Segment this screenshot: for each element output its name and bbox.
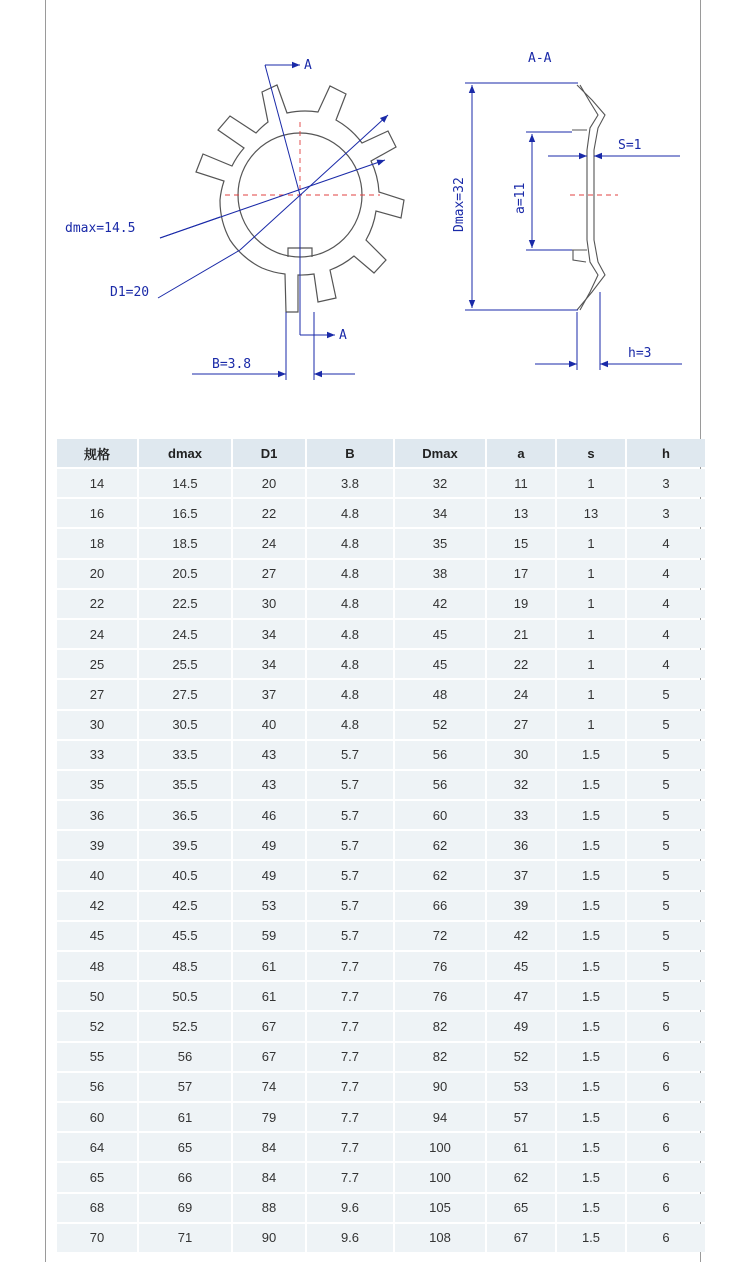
table-cell: 1.5 (557, 831, 625, 859)
table-cell: 52 (487, 1043, 555, 1071)
column-header: 规格 (57, 439, 137, 467)
table-cell: 65 (57, 1163, 137, 1191)
table-row (57, 620, 705, 648)
d1-label: D1=20 (110, 285, 150, 300)
table-cell: 5.7 (307, 771, 393, 799)
table-cell: 82 (395, 1012, 485, 1040)
s-label: S=1 (618, 138, 642, 153)
table-cell: 4.8 (307, 650, 393, 678)
table-cell: 19 (487, 590, 555, 618)
table-cell: 4.8 (307, 590, 393, 618)
column-header: B (307, 439, 393, 467)
table-cell: 33 (57, 741, 137, 769)
table-cell: 43 (233, 741, 305, 769)
table-cell: 5 (627, 861, 705, 889)
table-cell: 6 (627, 1224, 705, 1252)
table-row (57, 952, 705, 980)
b-label: B=3.8 (212, 357, 252, 372)
table-cell: 42 (395, 590, 485, 618)
table-cell: 90 (233, 1224, 305, 1252)
table-cell: 5 (627, 922, 705, 950)
column-header: a (487, 439, 555, 467)
table-cell: 15 (487, 529, 555, 557)
table-cell: 16 (57, 499, 137, 527)
section-title: A-A (528, 51, 552, 66)
table-row (57, 499, 705, 527)
table-cell: 1.5 (557, 1043, 625, 1071)
table-cell: 5.7 (307, 741, 393, 769)
table-cell: 74 (233, 1073, 305, 1101)
table-cell: 5.7 (307, 801, 393, 829)
table-cell: 14 (57, 469, 137, 497)
table-cell: 7.7 (307, 1133, 393, 1161)
table-cell: 68 (57, 1194, 137, 1222)
table-header-row (57, 439, 705, 467)
table-cell: 30 (57, 711, 137, 739)
section-line-a (265, 65, 335, 335)
table-cell: 5 (627, 892, 705, 920)
Dmax-label: Dmax=32 (452, 177, 467, 232)
table-cell: 1.5 (557, 1103, 625, 1131)
table-cell: 43 (233, 771, 305, 799)
table-cell: 5.7 (307, 831, 393, 859)
table-cell: 27 (233, 560, 305, 588)
table-cell: 5.7 (307, 861, 393, 889)
table-cell: 7.7 (307, 1073, 393, 1101)
table-row (57, 529, 705, 557)
table-cell: 38 (395, 560, 485, 588)
table-cell: 52 (57, 1012, 137, 1040)
table-cell: 35 (395, 529, 485, 557)
table-cell: 84 (233, 1163, 305, 1191)
table-cell: 9.6 (307, 1194, 393, 1222)
table-cell: 5.7 (307, 892, 393, 920)
table-cell: 9.6 (307, 1224, 393, 1252)
table-cell: 45 (395, 620, 485, 648)
column-header: s (557, 439, 625, 467)
table-row (57, 650, 705, 678)
table-cell: 5 (627, 741, 705, 769)
table-cell: 76 (395, 952, 485, 980)
table-cell: 30 (487, 741, 555, 769)
table-cell: 67 (233, 1012, 305, 1040)
table-cell: 24.5 (139, 620, 231, 648)
table-cell: 4 (627, 620, 705, 648)
table-cell: 24 (57, 620, 137, 648)
table-cell: 64 (57, 1133, 137, 1161)
table-cell: 60 (57, 1103, 137, 1131)
table-cell: 88 (233, 1194, 305, 1222)
table-cell: 4.8 (307, 499, 393, 527)
table-cell: 13 (487, 499, 555, 527)
table-cell: 7.7 (307, 1163, 393, 1191)
table-cell: 4 (627, 590, 705, 618)
table-cell: 1 (557, 529, 625, 557)
table-cell: 66 (395, 892, 485, 920)
table-cell: 46 (233, 801, 305, 829)
table-cell: 84 (233, 1133, 305, 1161)
table-cell: 70 (57, 1224, 137, 1252)
table-cell: 100 (395, 1133, 485, 1161)
center-lines (225, 122, 380, 272)
table-cell: 42.5 (139, 892, 231, 920)
table-cell: 13 (557, 499, 625, 527)
table-cell: 37 (487, 861, 555, 889)
table-cell: 69 (139, 1194, 231, 1222)
table-cell: 60 (395, 801, 485, 829)
table-row (57, 922, 705, 950)
table-row (57, 560, 705, 588)
technical-drawing (0, 0, 750, 420)
table-cell: 53 (487, 1073, 555, 1101)
table-cell: 1.5 (557, 1012, 625, 1040)
table-cell: 5 (627, 680, 705, 708)
table-cell: 57 (487, 1103, 555, 1131)
table-row (57, 1224, 705, 1252)
table-row (57, 801, 705, 829)
table-cell: 94 (395, 1103, 485, 1131)
table-cell: 37 (233, 680, 305, 708)
table-cell: 27 (57, 680, 137, 708)
table-cell: 25 (57, 650, 137, 678)
table-cell: 5 (627, 831, 705, 859)
table-cell: 7.7 (307, 1043, 393, 1071)
column-header: D1 (233, 439, 305, 467)
table-cell: 1.5 (557, 1194, 625, 1222)
washer-section-view (572, 85, 605, 310)
table-cell: 1.5 (557, 952, 625, 980)
table-cell: 7.7 (307, 1012, 393, 1040)
table-cell: 66 (139, 1163, 231, 1191)
h-label: h=3 (628, 346, 652, 361)
table-cell: 56 (395, 741, 485, 769)
table-cell: 24 (487, 680, 555, 708)
table-row (57, 741, 705, 769)
table-cell: 36 (57, 801, 137, 829)
table-cell: 25.5 (139, 650, 231, 678)
table-cell: 82 (395, 1043, 485, 1071)
table-cell: 1.5 (557, 892, 625, 920)
table-cell: 57 (139, 1073, 231, 1101)
table-cell: 100 (395, 1163, 485, 1191)
table-row (57, 1133, 705, 1161)
table-cell: 7.7 (307, 952, 393, 980)
table-cell: 30.5 (139, 711, 231, 739)
table-cell: 11 (487, 469, 555, 497)
table-cell: 61 (487, 1133, 555, 1161)
table-row (57, 1194, 705, 1222)
dmax-leader (160, 160, 385, 238)
section-label-top: A (304, 58, 312, 73)
table-cell: 39.5 (139, 831, 231, 859)
table-cell: 6 (627, 1073, 705, 1101)
table-cell: 20 (233, 469, 305, 497)
table-cell: 1.5 (557, 741, 625, 769)
table-cell: 34 (395, 499, 485, 527)
table-cell: 3.8 (307, 469, 393, 497)
table-cell: 27.5 (139, 680, 231, 708)
h-dimension (535, 292, 682, 370)
table-row (57, 831, 705, 859)
table-cell: 6 (627, 1103, 705, 1131)
column-header: dmax (139, 439, 231, 467)
table-row (57, 861, 705, 889)
table-cell: 39 (57, 831, 137, 859)
table-cell: 1 (557, 560, 625, 588)
table-cell: 1.5 (557, 1224, 625, 1252)
table-cell: 3 (627, 499, 705, 527)
table-cell: 4.8 (307, 560, 393, 588)
table-cell: 14.5 (139, 469, 231, 497)
table-cell: 47 (487, 982, 555, 1010)
table-cell: 1.5 (557, 771, 625, 799)
table-cell: 24 (233, 529, 305, 557)
table-cell: 49 (487, 1012, 555, 1040)
table-cell: 20 (57, 560, 137, 588)
table-cell: 45 (57, 922, 137, 950)
table-cell: 4.8 (307, 680, 393, 708)
table-cell: 1 (557, 680, 625, 708)
table-cell: 16.5 (139, 499, 231, 527)
table-cell: 5 (627, 952, 705, 980)
table-cell: 6 (627, 1194, 705, 1222)
table-cell: 18.5 (139, 529, 231, 557)
table-cell: 33.5 (139, 741, 231, 769)
table-cell: 5.7 (307, 922, 393, 950)
table-cell: 4 (627, 650, 705, 678)
table-cell: 65 (487, 1194, 555, 1222)
table-cell: 105 (395, 1194, 485, 1222)
table-cell: 1.5 (557, 922, 625, 950)
table-cell: 27 (487, 711, 555, 739)
table-cell: 30 (233, 590, 305, 618)
table-cell: 22 (57, 590, 137, 618)
table-cell: 34 (233, 620, 305, 648)
table-row (57, 1103, 705, 1131)
table-cell: 1 (557, 590, 625, 618)
table-cell: 55 (57, 1043, 137, 1071)
table-cell: 40 (233, 711, 305, 739)
table-cell: 62 (395, 861, 485, 889)
table-cell: 5 (627, 801, 705, 829)
table-cell: 49 (233, 861, 305, 889)
table-cell: 1.5 (557, 1163, 625, 1191)
table-cell: 45.5 (139, 922, 231, 950)
table-cell: 59 (233, 922, 305, 950)
table-cell: 71 (139, 1224, 231, 1252)
table-cell: 72 (395, 922, 485, 950)
a-label: a=11 (513, 182, 528, 214)
table-cell: 36.5 (139, 801, 231, 829)
table-cell: 48 (395, 680, 485, 708)
table-cell: 17 (487, 560, 555, 588)
table-cell: 5 (627, 982, 705, 1010)
table-row (57, 469, 705, 497)
table-cell: 62 (487, 1163, 555, 1191)
table-row (57, 1043, 705, 1071)
table-cell: 1 (557, 620, 625, 648)
spec-table (55, 437, 707, 1254)
table-cell: 50 (57, 982, 137, 1010)
table-cell: 1 (557, 711, 625, 739)
table-cell: 56 (139, 1043, 231, 1071)
table-cell: 1 (557, 650, 625, 678)
spec-table-container (55, 437, 689, 1254)
table-cell: 18 (57, 529, 137, 557)
table-cell: 90 (395, 1073, 485, 1101)
table-cell: 22 (233, 499, 305, 527)
table-cell: 33 (487, 801, 555, 829)
table-cell: 5 (627, 771, 705, 799)
table-cell: 4 (627, 529, 705, 557)
table-cell: 61 (233, 952, 305, 980)
table-cell: 1.5 (557, 801, 625, 829)
table-cell: 1.5 (557, 861, 625, 889)
table-cell: 67 (487, 1224, 555, 1252)
table-row (57, 892, 705, 920)
table-row (57, 1163, 705, 1191)
table-row (57, 771, 705, 799)
table-cell: 4.8 (307, 529, 393, 557)
table-cell: 20.5 (139, 560, 231, 588)
table-cell: 6 (627, 1163, 705, 1191)
table-cell: 4.8 (307, 711, 393, 739)
section-label-bottom: A (339, 328, 347, 343)
table-cell: 48.5 (139, 952, 231, 980)
column-header: h (627, 439, 705, 467)
table-cell: 49 (233, 831, 305, 859)
table-cell: 5 (627, 711, 705, 739)
table-cell: 62 (395, 831, 485, 859)
table-cell: 4 (627, 560, 705, 588)
table-cell: 52 (395, 711, 485, 739)
table-cell: 42 (57, 892, 137, 920)
table-row (57, 711, 705, 739)
table-cell: 76 (395, 982, 485, 1010)
table-cell: 108 (395, 1224, 485, 1252)
table-cell: 35.5 (139, 771, 231, 799)
table-cell: 34 (233, 650, 305, 678)
table-cell: 56 (57, 1073, 137, 1101)
dmax-label: dmax=14.5 (65, 221, 136, 236)
table-cell: 39 (487, 892, 555, 920)
table-cell: 6 (627, 1043, 705, 1071)
table-cell: 67 (233, 1043, 305, 1071)
table-cell: 35 (57, 771, 137, 799)
table-cell: 61 (233, 982, 305, 1010)
table-row (57, 680, 705, 708)
table-cell: 65 (139, 1133, 231, 1161)
table-cell: 45 (487, 952, 555, 980)
table-cell: 53 (233, 892, 305, 920)
table-cell: 32 (487, 771, 555, 799)
d1-leader (158, 115, 388, 298)
table-cell: 6 (627, 1133, 705, 1161)
table-cell: 42 (487, 922, 555, 950)
table-cell: 22.5 (139, 590, 231, 618)
table-row (57, 982, 705, 1010)
table-cell: 1.5 (557, 1073, 625, 1101)
column-header: Dmax (395, 439, 485, 467)
table-cell: 4.8 (307, 620, 393, 648)
table-cell: 52.5 (139, 1012, 231, 1040)
table-cell: 1 (557, 469, 625, 497)
table-cell: 48 (57, 952, 137, 980)
table-cell: 61 (139, 1103, 231, 1131)
table-cell: 50.5 (139, 982, 231, 1010)
table-cell: 7.7 (307, 1103, 393, 1131)
table-row (57, 1012, 705, 1040)
table-cell: 32 (395, 469, 485, 497)
table-cell: 6 (627, 1012, 705, 1040)
table-cell: 21 (487, 620, 555, 648)
table-cell: 7.7 (307, 982, 393, 1010)
table-cell: 40 (57, 861, 137, 889)
table-cell: 56 (395, 771, 485, 799)
table-cell: 45 (395, 650, 485, 678)
table-cell: 3 (627, 469, 705, 497)
table-cell: 22 (487, 650, 555, 678)
table-cell: 1.5 (557, 982, 625, 1010)
table-row (57, 590, 705, 618)
a-dimension (526, 132, 572, 250)
table-cell: 1.5 (557, 1133, 625, 1161)
table-row (57, 1073, 705, 1101)
table-cell: 79 (233, 1103, 305, 1131)
table-cell: 36 (487, 831, 555, 859)
table-cell: 40.5 (139, 861, 231, 889)
